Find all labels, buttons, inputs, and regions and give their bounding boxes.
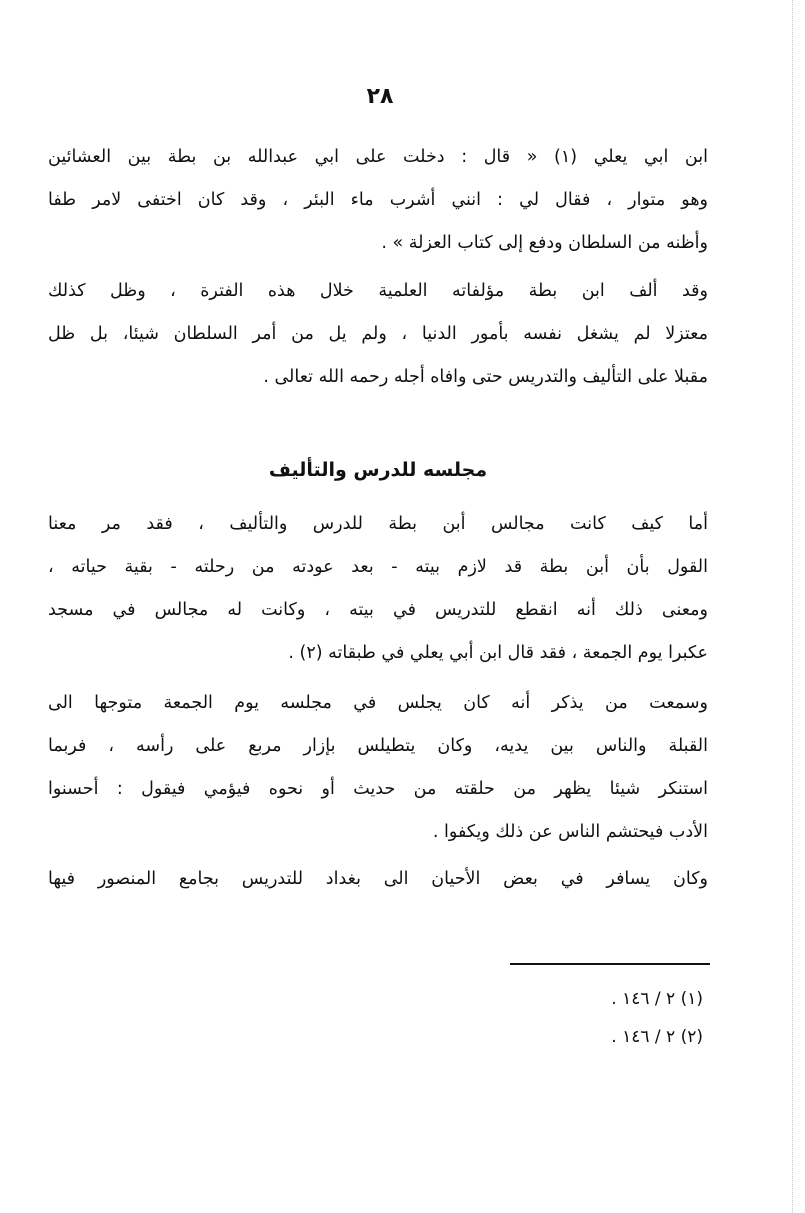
paragraph-line: وسمعت من يذكر أنه كان يجلس في مجلسه يوم الجمعة متوجها الى	[48, 693, 708, 713]
paragraph-line: عكبرا يوم الجمعة ، فقد قال ابن أبي يعلي في طبقاته (٢) .	[288, 643, 708, 663]
paragraph-line: وكان يسافر في بعض الأحيان الى بغداد للتدريس بجامع المنصور فيها	[48, 869, 708, 889]
paragraph-line: وهو متوار ، فقال لي : انني أشرب ماء البئر ، وقد كان اختفى لامر طفا	[48, 190, 708, 210]
paragraph-line: ابن ابي يعلي (١) « قال : دخلت على ابي عبدالله بن بطة بين العشائين	[48, 147, 708, 167]
paragraph-line: القبلة والناس بين يديه، وكان يتطيلس بإزار مربع على رأسه ، فربما	[48, 736, 708, 756]
paragraph-baghdad-travel	[48, 858, 708, 901]
page-number: ٢٨	[366, 84, 394, 109]
paragraph-line: القول بأن أبن بطة قد لازم بيته - بعد عودته من رحلته - بقية حياته ،	[48, 557, 708, 577]
paragraph-line: معتزلا لم يشغل نفسه بأمور الدنيا ، ولم يل من أمر السلطان شيئا، بل ظل	[48, 324, 708, 344]
paragraph-line: أما كيف كانت مجالس أبن بطة للدرس والتأليف ، فقد مر معنا	[48, 514, 708, 534]
paragraph-line: مقبلا على التأليف والتدريس حتى وافاه أجله رحمه الله تعالى .	[263, 367, 708, 387]
paragraph-line: ومعنى ذلك أنه انقطع للتدريس في بيته ، وكانت له مجالس في مسجد	[48, 600, 708, 620]
footnote-divider	[510, 963, 710, 965]
paragraph-line: استنكر شيئا يظهر من حلقته من حديث أو نحوه فيؤمي فيقول : أحسنوا	[48, 779, 708, 799]
paragraph-line: الأدب فيحتشم الناس عن ذلك ويكفوا .	[432, 822, 708, 842]
paragraph-line: وأظنه من السلطان ودفع إلى كتاب العزلة » .	[381, 233, 708, 253]
footnote-1: (١) ٢ / ١٤٦ .	[611, 989, 703, 1009]
paragraph-teaching-sessions	[48, 503, 708, 675]
footnotes	[48, 980, 703, 1056]
paragraph-quote-ibn-abi-yala	[48, 136, 708, 265]
paragraph-friday-session	[48, 682, 708, 854]
footnote-2: (٢) ٢ / ١٤٦ .	[611, 1027, 703, 1047]
paragraph-writings	[48, 270, 708, 399]
page-edge-line	[792, 0, 793, 1213]
section-heading: مجلسه للدرس والتأليف	[268, 459, 488, 481]
paragraph-line: وقد ألف ابن بطة مؤلفاته العلمية خلال هذه الفترة ، وظل كذلك	[48, 281, 708, 301]
